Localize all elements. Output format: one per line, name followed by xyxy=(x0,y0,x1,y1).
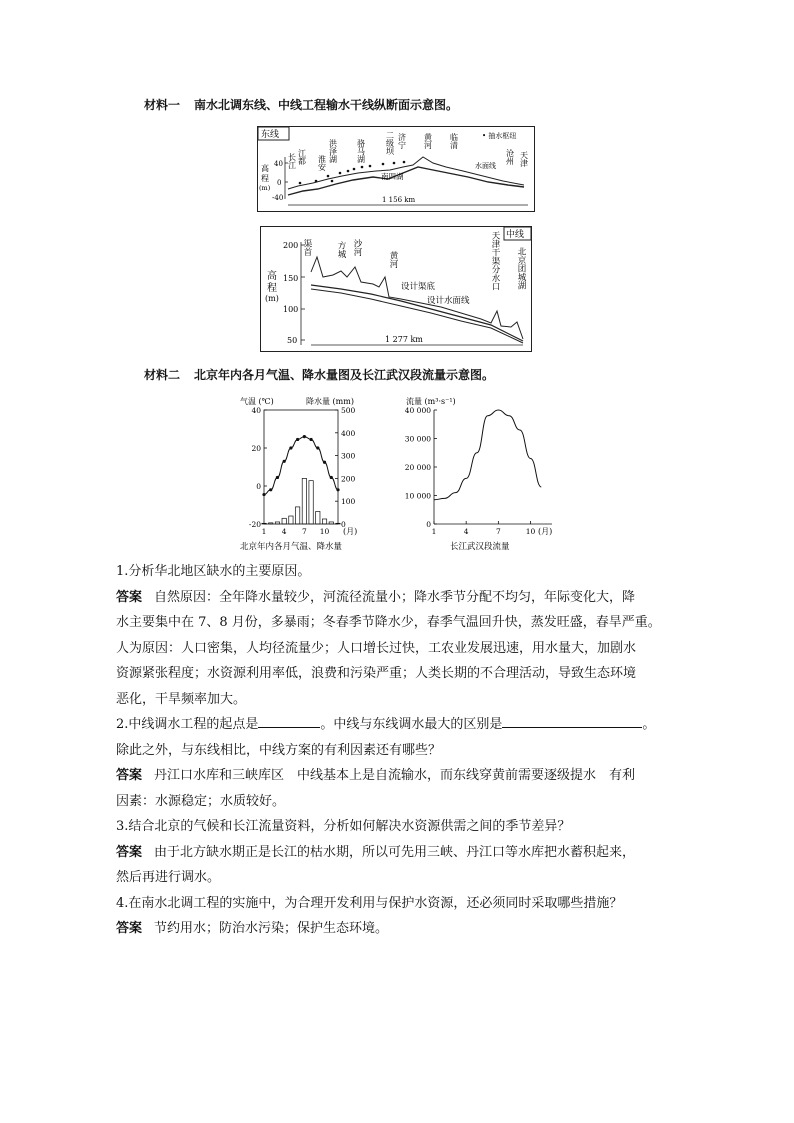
q3-answer-key: 答案 xyxy=(116,844,143,860)
flow-y-tick-label: 10 000 xyxy=(404,491,431,501)
flow-x-unit: (月) xyxy=(538,527,553,536)
q1-line-4: 资源紧张程度；水资源利用率低，浪费和污染严重；人类长期的不合理活动，导致生态环境 xyxy=(116,666,637,681)
q3-question: 3.结合北京的气候和长江流量资料，分析如何解决水资源供需之间的季节差异？ xyxy=(116,819,571,834)
east-place-linqing: 临清 xyxy=(449,133,459,149)
climate-caption: 北京年内各月气温、降水量 xyxy=(240,542,343,552)
middle-yaxis-1: 高 xyxy=(267,271,277,282)
climate-temperature-point xyxy=(283,460,286,463)
east-place-water-line: 水面线 xyxy=(475,162,496,170)
q3-line-2: 然后再进行调水。 xyxy=(116,870,221,885)
climate-temperature-point xyxy=(289,446,292,449)
middle-tick-50: 50 xyxy=(287,336,298,345)
q1-answer xyxy=(116,585,681,713)
middle-label-water-line: 设计水面线 xyxy=(427,296,470,306)
climate-temperature-point xyxy=(296,438,299,441)
q2-blank-1[interactable] xyxy=(258,713,320,728)
climate-temperature-point xyxy=(316,446,319,449)
q2-part2: 。中线与东线调水最大的区别是 xyxy=(320,717,503,732)
east-yaxis-2: 程 xyxy=(261,174,269,183)
climate-x-tick-label: 1 xyxy=(261,527,267,536)
climate-temperature-points xyxy=(262,435,339,496)
flow-x-tick-label: 4 xyxy=(463,527,469,536)
climate-right-tick-label: 0 xyxy=(341,520,346,529)
q1-line-3: 人为原因：人口密集，人均径流量少；人口增长过快，工农业发展迅速，用水量大，加剧水 xyxy=(116,640,637,656)
middle-tick-200: 200 xyxy=(283,241,299,250)
climate-precip-bar xyxy=(316,511,320,524)
q2-answer xyxy=(116,763,681,814)
climate-left-tick-label: 20 xyxy=(251,444,261,453)
flow-y-tick-label: 40 000 xyxy=(404,406,431,415)
flow-y-tick-label: 20 000 xyxy=(404,463,431,472)
material1-title: 南水北调东线、中线工程输水干线纵断面示意图。 xyxy=(194,98,459,112)
climate-precip-bar xyxy=(289,516,293,524)
east-place-jining: 济宁 xyxy=(397,133,407,149)
q2-question xyxy=(116,712,681,738)
east-place-erjiba: 二级坝 xyxy=(385,131,395,155)
climate-temperature-point xyxy=(323,461,326,464)
material1-label: 材料一 xyxy=(144,98,181,112)
middle-yaxis-2: 程 xyxy=(267,283,277,294)
climate-precip-bar xyxy=(282,518,286,524)
east-place-tianjin: 天津 xyxy=(519,151,529,167)
climate-x-unit: (月) xyxy=(343,527,358,536)
climate-precip-bar xyxy=(322,519,326,524)
middle-place-shahe: 沙河 xyxy=(352,239,362,256)
climate-precip-bar xyxy=(295,507,299,524)
climate-x-tick-label: 4 xyxy=(281,527,287,536)
climate-left-tick-label: 0 xyxy=(256,482,261,491)
flow-x-tick-label: 7 xyxy=(495,527,501,536)
climate-temperature-point xyxy=(330,476,333,479)
middle-tick-150: 150 xyxy=(283,274,299,283)
middle-place-fangcheng: 方城 xyxy=(336,241,346,258)
material1-heading xyxy=(144,96,458,113)
q2-question-line2: 除此之外，与东线相比，中线方案的有利因素还有哪些？ xyxy=(116,742,442,758)
climate-x-tick-label: 10 xyxy=(319,527,330,536)
q2-answer-key: 答案 xyxy=(116,768,143,783)
middle-place-tuanchenghu: 北京团城湖 xyxy=(516,247,526,290)
climate-right-axis-label: 降水量 (mm) xyxy=(306,397,354,406)
east-place-huaian: 淮安 xyxy=(317,155,327,171)
east-tick-neg40: -40 xyxy=(272,194,284,202)
east-canal-bottom xyxy=(288,167,524,195)
q3-line-1: 由于北方缺水期正是长江的枯水期，所以可先用三峡、丹江口等水库把水蓄积起来， xyxy=(154,844,636,860)
climate-temperature-line xyxy=(264,437,338,495)
q2-line-1: 丹江口水库和三峡库区 中线基本上是自流输水，而东线穿黄前需要逐级提水 有利 xyxy=(154,768,636,783)
climate-right-tick-label: 100 xyxy=(341,497,356,507)
q1-answer-key: 答案 xyxy=(116,589,143,605)
east-legend: • 抽水枢纽 xyxy=(482,132,517,140)
middle-tick-100: 100 xyxy=(283,305,299,314)
wuhan-flow-chart xyxy=(394,394,564,554)
climate-left-axis-label: 气温 (℃) xyxy=(240,397,274,406)
climate-x-tick-label: 7 xyxy=(301,527,307,536)
material2-title: 北京年内各月气温、降水量图及长江武汉段流量示意图。 xyxy=(194,368,495,382)
climate-right-tick-label: 400 xyxy=(341,428,356,438)
middle-distance: 1 277 km xyxy=(385,335,423,344)
q4-question: 4.在南水北调工程的实施中，为合理开发利用与保护水资源，还必须同时采取哪些措施？ xyxy=(116,895,623,911)
q2-blank-2[interactable] xyxy=(502,713,642,728)
middle-yaxis-3: (m) xyxy=(265,294,279,303)
q3-answer xyxy=(116,840,681,891)
q4-line-1: 节约用水；防治水污染；保护生态环境。 xyxy=(154,921,389,936)
climate-right-tick-label: 300 xyxy=(341,451,356,461)
east-place-jiangdu: 江都 xyxy=(297,149,307,165)
east-place-huanghe: 黄河 xyxy=(423,133,433,149)
flow-y-tick-label: 0 xyxy=(426,520,431,529)
east-yaxis-3: (m) xyxy=(259,184,271,192)
middle-place-qushou: 渠首 xyxy=(302,239,312,256)
flow-x-tick-label: 1 xyxy=(431,527,437,536)
middle-place-huanghe: 黄河 xyxy=(388,251,398,268)
q4-answer-key: 答案 xyxy=(116,921,143,936)
east-tag: 东线 xyxy=(261,130,280,140)
climate-temperature-point xyxy=(269,488,272,491)
east-place-nansihu: 南四湖 xyxy=(381,172,404,181)
climate-left-tick-label: 40 xyxy=(251,406,261,415)
middle-route-profile xyxy=(260,226,532,352)
middle-place-tianjin-branch: 天津干渠分水口 xyxy=(490,231,500,291)
middle-tag: 中线 xyxy=(506,230,525,240)
q1-question: 1.分析华北地区缺水的主要原因。 xyxy=(116,564,311,579)
question-block xyxy=(116,559,681,942)
climate-temperature-point xyxy=(276,476,279,479)
flow-axes xyxy=(405,406,552,536)
q2-part3: 。 xyxy=(642,717,656,732)
q4-answer xyxy=(116,916,681,942)
q1-line-2: 水主要集中在 7、8 月份，多暴雨；冬春季节降水少，春季气温回升快，蒸发旺盛，春旱严重。 xyxy=(116,615,661,630)
middle-label-canal-bottom: 设计渠底 xyxy=(401,282,436,292)
climate-left-tick-label: -20 xyxy=(248,520,261,529)
east-yaxis-1: 高 xyxy=(261,164,269,173)
climate-right-tick-label: 200 xyxy=(341,474,356,484)
flow-y-tick-label: 30 000 xyxy=(404,434,431,444)
q1-line-5: 恶化，干旱频率加大。 xyxy=(116,691,247,707)
climate-precip-bar xyxy=(309,481,313,524)
east-place-changjiang: 长江 xyxy=(287,153,297,169)
east-distance: 1 156 km xyxy=(382,196,416,204)
flow-line xyxy=(434,410,541,500)
flow-caption: 长江武汉段流量 xyxy=(450,542,510,552)
beijing-climate-chart xyxy=(238,394,368,554)
east-tick-40: 40 xyxy=(274,160,283,168)
east-tick-0: 0 xyxy=(277,179,282,187)
east-place-luomahu: 骆马湖 xyxy=(356,139,366,163)
east-place-hongzehu: 洪泽湖 xyxy=(328,139,338,163)
flow-y-axis-label: 流量 (m³·s⁻¹) xyxy=(406,397,456,406)
climate-right-tick-label: 500 xyxy=(341,406,356,415)
east-place-cangzhou: 沧州 xyxy=(505,149,515,165)
east-route-svg xyxy=(258,127,534,211)
material2-label: 材料二 xyxy=(144,368,181,382)
east-route-profile xyxy=(257,126,535,212)
flow-x-tick-label: 10 xyxy=(525,527,536,536)
climate-temperature-point xyxy=(309,438,312,441)
climate-precip-bar xyxy=(302,478,306,524)
q2-part1: 2.中线调水工程的起点是 xyxy=(116,717,259,732)
climate-temperature-point xyxy=(303,435,306,438)
q1-line-1: 自然原因：全年降水量较少，河流径流量小；降水季节分配不均匀，年际变化大，降 xyxy=(154,589,636,605)
middle-route-svg xyxy=(261,227,531,351)
material2-heading xyxy=(144,366,494,383)
q2-line-2: 因素：水源稳定；水质较好。 xyxy=(116,793,286,809)
